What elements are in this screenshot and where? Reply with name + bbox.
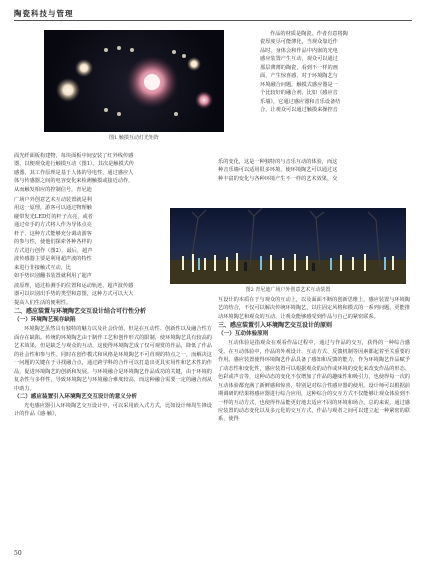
figure2-image [170, 208, 406, 284]
text-line: 那层薄薄的陶瓷，看到不一样的画 [260, 64, 338, 71]
section2-title: 二、感应装置与环境陶艺交互设计结合可行性分析 [14, 308, 147, 316]
left-column-lower [14, 282, 212, 419]
journal-header: 陶瓷科技与管理 [14, 9, 74, 18]
text-line: 种丰富的变化与各种环境产生不一样的艺术效果，交 [218, 175, 338, 182]
light-matrix-illustration [44, 30, 224, 132]
text-line: 乐的变化，这是一种独特的与音乐互动的体验，而这 [218, 159, 338, 165]
text-line: 如手势识别翻书装置就利用了超声 [14, 273, 92, 280]
text-line: 波原理，通过检测手的位置和运动轨迹，超声波传感 [14, 283, 134, 289]
text-line: 瓷厚度尽可能薄化，当观众靠近作 [260, 39, 338, 46]
paragraph-continued: 互设计的本质在于与观众的互动上，以及面面不断的创新思维上，感应装置与环境陶艺的结合，不仅可以解决传统环境陶艺，以往固定风格和模式的一系列问题，更能推动环境陶艺和观众的互动，让观众能够感受到作品与自己的紧密联系。 [218, 297, 410, 320]
text-line: 用这一原理，游客可以通过物理触 [14, 205, 92, 212]
text-line: 体与传感器之间的电容变化来检测触摸或接近动作， [14, 178, 134, 185]
text-line: 乐墙》，它通过感应器和音乐设备结 [260, 98, 341, 105]
subsection2-title: （二）感应装置引入环境陶艺交互设计的意义分析 [14, 393, 138, 400]
text-line: 提高人们生活的便利性。 [14, 299, 72, 306]
subsection1-body: 环境陶艺虽然具有独特的魅力以及社会价值，但是在互动性、创新性以及融合性方面存在缺陷。传统的环境陶艺由于制作工艺和创作形式的限制，使环境陶艺具有较高的艺术效果，但是缺乏与观众的互动，这使得环境陶艺成了仅可观赏的作品，降低了作品的社会性和参与性。同时在创作模式和风格是环境陶艺不可直观的特点之一，而解决这一问题的关键在于寻找融合点，通过跨学科的合作可以打造出更具实用性和艺术性的作品，促进环境陶艺的创新和发展。与环境融合是环境陶艺作品成功的关键，由于环境的复杂性与多样性，导致环境陶艺与环境融合难度较高，而这种融合需要一定的融合剂从中助力。 [14, 326, 212, 392]
plaza-light-poles-illustration [170, 208, 406, 284]
text-line: 感应装置产生互动，观众可以通过 [260, 56, 338, 63]
text-line: 器，以便观众进行触摸互动（图1）。其次是触摸式传 [14, 161, 135, 168]
text-line: 通过牵手的方式将人作为导体点亮 [14, 222, 92, 229]
text-line: 碰带发光LED灯的杆子点亮，或者 [14, 213, 93, 220]
text-line: 从而触发相应的控制信号，青尼迪 [14, 186, 92, 193]
text-line: 面光纤面板构建物，每块面板中间安装了红外线传感 [14, 153, 134, 159]
right-column-wide [218, 158, 410, 183]
text-line: 品时，身体会和作品中内嵌的光电 [260, 47, 338, 54]
subsection2-body: 光电感应器引入环境陶艺交互设计中，可以采用嵌入式方式，比如设计师周生锋设计的作品《感·触》， [14, 402, 212, 418]
text-line: 的参与性，使他们探索各种各样的 [14, 239, 92, 246]
text-line: 方式进行创作（图2）。最后，超声 [14, 247, 93, 254]
left-column-narrow [14, 196, 164, 281]
right-column-top [260, 30, 410, 115]
text-line: 合，让观众可以通过触摸来操控音 [260, 107, 338, 114]
subsection3-title: （一）互动体验原则 [218, 331, 269, 338]
text-line: 感器，其工作原理是基于人体的导电性，通过感应人 [14, 169, 134, 176]
right-column-lower [218, 296, 410, 424]
text-line: 作品的材质是陶瓷，作者有意将陶 [270, 31, 348, 37]
subsection1-title: （一）环境陶艺现存缺陷 [14, 317, 76, 324]
header-rule [14, 20, 412, 21]
text-line: 波传感器主要是利用超声波的特性 [14, 256, 92, 263]
text-line: 器可以识别出手势的类型和意图，这种方式可以大大 [14, 291, 134, 298]
text-line: 来进行非接触式互动，比 [14, 264, 72, 271]
section3-title: 三、感应装置引入环境陶艺交互设计的原则 [218, 322, 333, 330]
subsection3-body: 互动体验是指观众在观看作品过程中，通过与作品的交互，获得的一种综合感受。在互动体验中，作品的外观设计、互动方式、反馈机制等因素都起着至关重要的作用。感应装置使得环境陶艺作品具备了感知和反馈的能力，作为环境陶艺作品赋予了动态性和变化性，感应装置可以根据观众的动作或环境的变化来改变作品的形态、色彩或声音等，这种动态的变化不仅增加了作品的趣味性和吸引力，也使得每一次的互动体验都充满了新鲜感和惊喜，特别是对综合性感应器的使用。设计师可以根据前期调研的结果将感应器进行综合应用，这种综合的交互方式不仅能够让观众体验到不一样的互动方式，也使得作品能更好地去适应不同的环境和场合，总的来说，通过感应装置的动态变化以及多元化的交互方式，作品与观者之间可以建立起一种紧密的联系，使得 [218, 340, 410, 423]
figure1-image [44, 30, 224, 132]
text-line: 杆子，这种方式能够充分调动游客 [14, 230, 92, 237]
figure1-caption: 图1 触摸互动灯光矩阵 [109, 135, 159, 141]
page-number: 50 [14, 550, 22, 557]
text-line: 广场户外创意艺术互动装置就是利 [14, 197, 92, 203]
text-line: 个比较好的融合剂，比如《感应音 [260, 90, 338, 97]
text-line: 种音乐墙可以适用很多环境，使环境陶艺可以通过这 [218, 167, 338, 174]
text-line: 环境融合问题，触摸式感应器是一 [260, 81, 338, 88]
left-column-wide [14, 152, 212, 194]
figure2-caption: 图2 青尼迪广场户外创意艺术互动装置 [245, 287, 331, 293]
text-line: 面，产生惊喜感，对于环境陶艺与 [260, 73, 338, 80]
